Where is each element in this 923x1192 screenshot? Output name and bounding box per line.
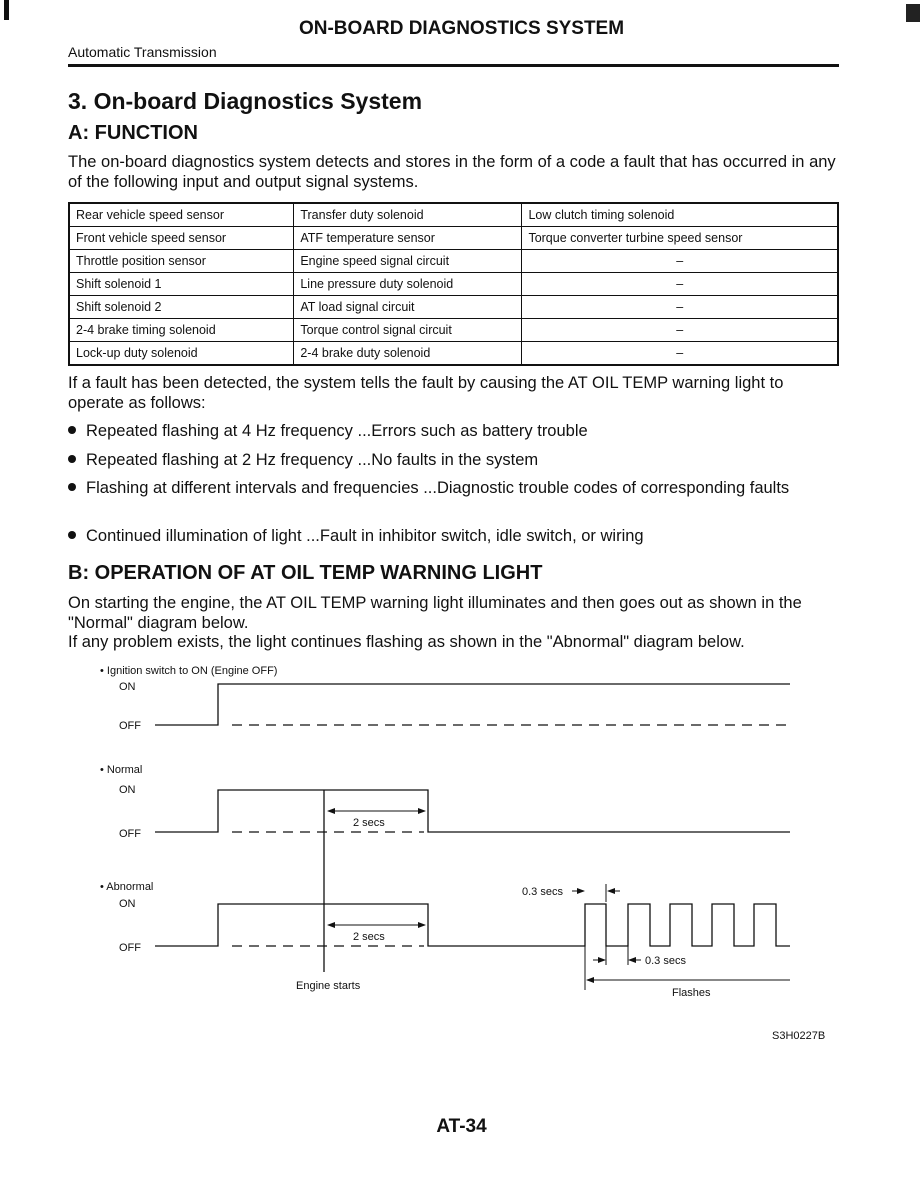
normal-signal-trace (155, 790, 790, 832)
operation-para-1: On starting the engine, the AT OIL TEMP warning light illuminates and then goes out as shown in the "Normal" diagram below. (68, 594, 802, 632)
table-cell: – (522, 250, 838, 273)
ignition-label: • Ignition switch to ON (Engine OFF) (100, 665, 278, 677)
table-cell: Line pressure duty solenoid (294, 273, 522, 296)
table-cell: – (522, 342, 838, 366)
bullet-text: Repeated flashing at 2 Hz frequency ...No faults in the system (86, 451, 539, 469)
table-cell: Engine speed signal circuit (294, 250, 522, 273)
normal-duration-label: 2 secs (353, 817, 385, 829)
table-cell: Rear vehicle speed sensor (69, 203, 294, 227)
table-cell: Low clutch timing solenoid (522, 203, 838, 227)
abnormal-off-label: OFF (119, 942, 141, 954)
abnormal-duration-label: 2 secs (353, 931, 385, 943)
table-cell: Shift solenoid 1 (69, 273, 294, 296)
operation-heading: B: OPERATION OF AT OIL TEMP WARNING LIGHT (68, 562, 543, 584)
bullet-text: Flashing at different intervals and frequencies ...Diagnostic trouble codes of corresponding faults (86, 479, 790, 497)
page-number: AT-34 (436, 1116, 487, 1137)
abnormal-signal-trace (155, 904, 790, 946)
normal-on-label: ON (119, 784, 136, 796)
table-cell: Shift solenoid 2 (69, 296, 294, 319)
normal-label: • Normal (100, 764, 143, 776)
flash-off-time-label: 0.3 secs (645, 955, 686, 967)
chapter-heading: 3. On-board Diagnostics System (68, 88, 423, 114)
bullet-text: Continued illumination of light ...Fault in inhibitor switch, idle switch, or wiring (86, 527, 644, 545)
figure-id: S3H0227B (772, 1030, 826, 1042)
function-heading: A: FUNCTION (68, 122, 198, 144)
table-cell: 2-4 brake timing solenoid (69, 319, 294, 342)
flashes-label: Flashes (672, 987, 711, 999)
abnormal-on-label: ON (119, 898, 136, 910)
table-cell: AT load signal circuit (294, 296, 522, 319)
ignition-off-label: OFF (119, 720, 141, 732)
table-cell: Lock-up duty solenoid (69, 342, 294, 366)
table-cell: ATF temperature sensor (294, 227, 522, 250)
table-cell: – (522, 296, 838, 319)
normal-off-label: OFF (119, 828, 141, 840)
engine-starts-label: Engine starts (296, 980, 361, 992)
table-cell: 2-4 brake duty solenoid (294, 342, 522, 366)
table-cell: Throttle position sensor (69, 250, 294, 273)
operation-para-2: If any problem exists, the light continues flashing as shown in the "Abnormal" diagram below. (68, 633, 745, 651)
ignition-on-label: ON (119, 681, 136, 693)
ignition-signal-trace (155, 684, 790, 725)
function-intro: The on-board diagnostics system detects and stores in the form of a code a fault that has occurred in any of the following input and output signal systems. (68, 153, 836, 191)
section-label: Automatic Transmission (68, 44, 217, 60)
fault-intro: If a fault has been detected, the system tells the fault by causing the AT OIL TEMP warning light to operate as follows: (68, 374, 784, 412)
flash-on-time-label: 0.3 secs (522, 886, 563, 898)
bullet-text: Repeated flashing at 4 Hz frequency ...Errors such as battery trouble (86, 422, 588, 440)
running-title: ON-BOARD DIAGNOSTICS SYSTEM (298, 18, 625, 39)
table-cell: Torque converter turbine speed sensor (522, 227, 838, 250)
table-cell: – (522, 273, 838, 296)
table-cell: – (522, 319, 838, 342)
table-cell: Front vehicle speed sensor (69, 227, 294, 250)
table-cell: Transfer duty solenoid (294, 203, 522, 227)
table-cell: Torque control signal circuit (294, 319, 522, 342)
abnormal-label: • Abnormal (100, 881, 154, 893)
